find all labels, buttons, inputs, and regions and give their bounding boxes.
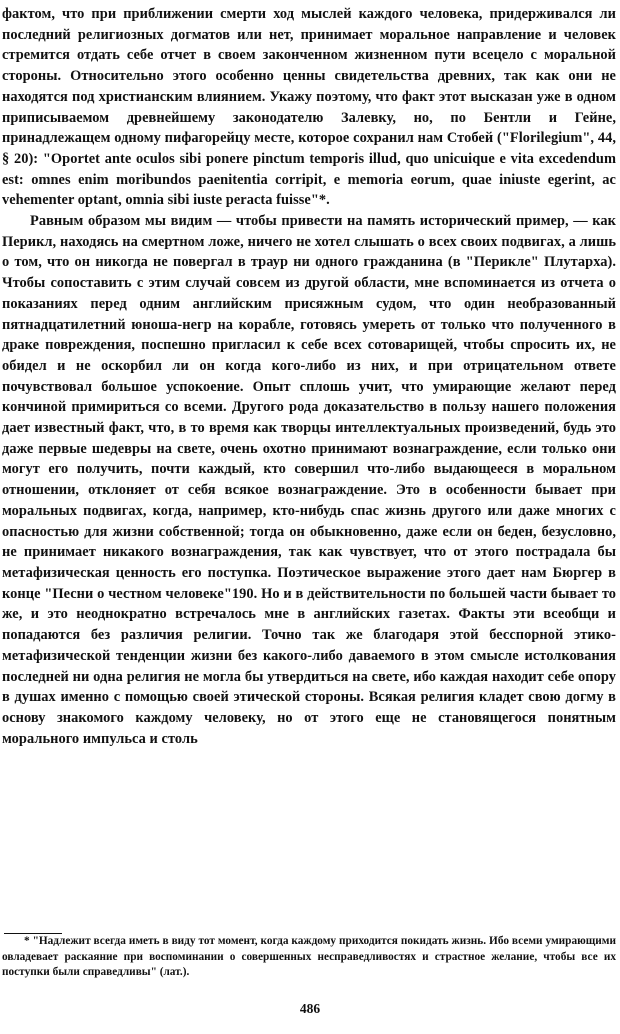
footnote: * "Надлежит всегда иметь в виду тот момент, когда каждому приходится покидать жизнь. Ибо всеми умирающими овладевает раскаяние при воспоминании о совершенных несправедливостях и страстное желание, чтобы все их поступки были справедливы" (лат.). (2, 935, 616, 978)
page-number: 486 (299, 1001, 321, 1016)
paragraph-1: фактом, что при приближении смерти ход мыслей каждого человека, придерживался ли последний религиозных догматов или нет, принимает моральное направление и человек стремится отдать себе отчет в своем законченном жизненном пути всецело с моральной стороны. Относительно этого особенно ценны свидетельства древних, так как они не находятся под христианским влиянием. Укажу поэтому, что факт этот высказан уже в одном приписываемом древнейшему законодателю Залевку, но, по Бентли и Гейне, принадлежащем одному пифагорейцу месте, которое сохранил нам Стобей ("Florilegium", 44, § 20): "Oportet ante oculos sibi ponere pinctum temporis illud, quo unicuique e vita excedendum est: omnes enim moribundos paenitentia corripit, e memoria eorum, quae iniuste egerint, ac vehementer optant, omnia sibi iuste peracta fuisse"*. (2, 6, 616, 209)
paragraph-2: Равным образом мы видим — чтобы привести на память исторический пример, — как Перикл, находясь на смертном ложе, ничего не хотел слышать о всех своих подвигах, а лишь о том, что он никогда не повергал в траур ни одного гражданина (в "Перикле" Плутарха). Чтобы сопоставить с этим случай совсем из другой области, мне вспоминается из отчета о показаниях перед одним английским присяжным судом, что один необразованный пятнадцатилетний юноша-негр на корабле, готовясь умереть от только что полученного в драке повреждения, поспешно пригласил к себе всех сотоварищей, чтобы спросить их, не обидел и не оскорбил ли он когда кого-либо из них, и при отрицательном ответе почувствовал большое успокоение. Опыт сплошь учит, что умирающие желают перед кончиной примириться со всеми. Другого рода доказательство в пользу нашего положения дает известный факт, что, в то время как творцы интеллектуальных произведений, будь это даже первые шедевры на свете, очень охотно принимают вознаграждение, если только они могут его получить, почти каждый, кто совершил что-либо выдающееся в моральном отношении, отклоняет от себя всякое вознаграждение. Это в особенности бывает при моральных подвигах, когда, например, кто-нибудь спас жизнь другого или даже многих с опасностью для жизни собственной; тогда он обыкновенно, даже если он беден, безусловно, не принимает никакого вознаграждения, так как чувствует, что от этого пострадала бы метафизическая ценность его поступка. Поэтическое выражение этого дает нам Бюргер в конце "Песни о честном человеке"190. Но и в действительности по большей части бывает то же, и это неоднократно встречалось мне в английских газетах. Факты эти всеобщи и попадаются без различия религии. Точно так же благодаря этой бесспорной этико-метафизической тенденции жизни без какого-либо даваемого в этом смысле истолкования последней ни одна религия не могла бы утвердиться на свете, ибо каждая находит себе опору в душах именно с помощью своей этической стороны. Всякая религия кладет свою догму в основу знакомого каждому человеку, но от этого еще не становящегося понятным морального импульса и столь (2, 213, 616, 747)
main-text (2, 4, 616, 749)
